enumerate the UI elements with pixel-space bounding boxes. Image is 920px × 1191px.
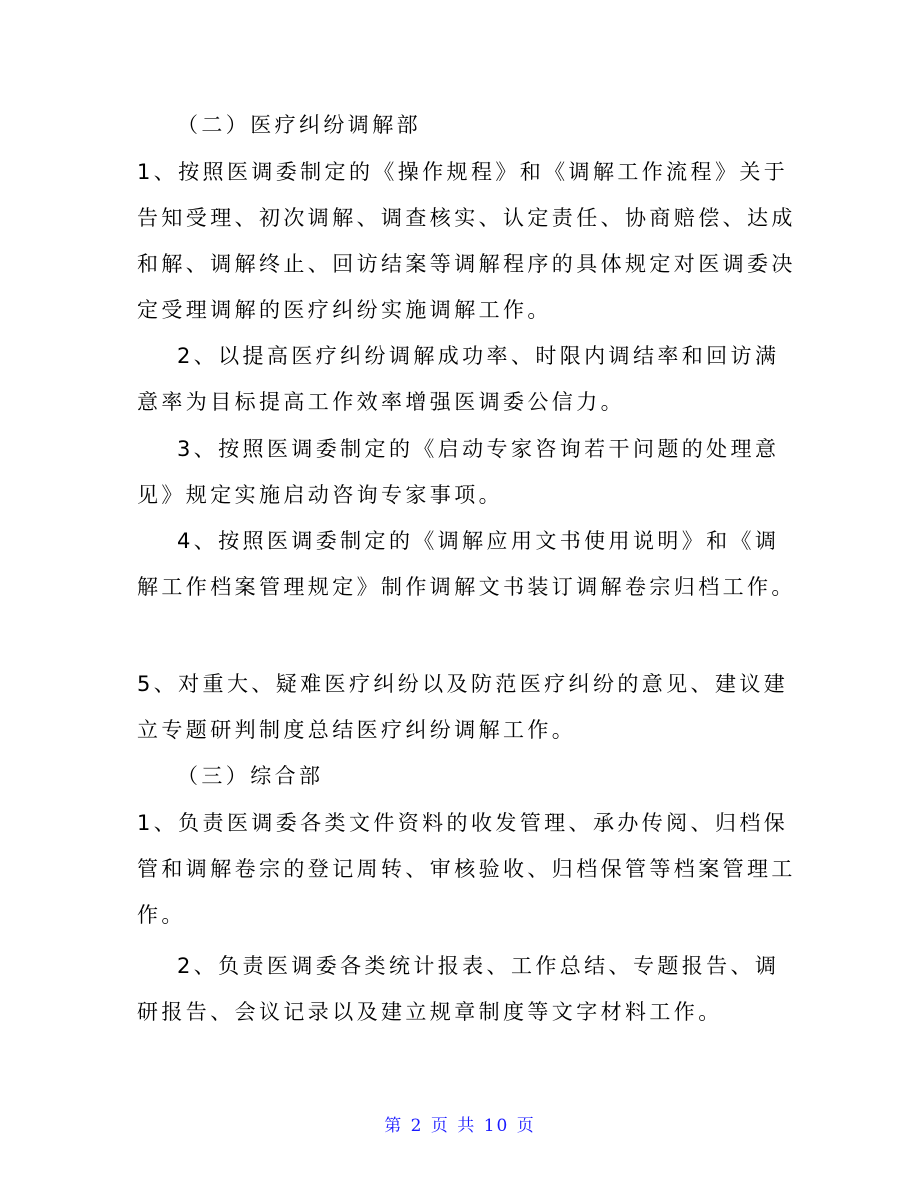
paragraph-line: 立专题研判制度总结医疗纠纷调解工作。 bbox=[137, 718, 577, 742]
section-heading-general: （三）综合部 bbox=[177, 764, 324, 788]
paragraph-line: 定受理调解的医疗纠纷实施调解工作。 bbox=[137, 298, 552, 322]
paragraph-line: 5、对重大、疑难医疗纠纷以及防范医疗纠纷的意见、建议建 bbox=[137, 672, 789, 696]
paragraph-line: 意率为目标提高工作效率增强医调委公信力。 bbox=[137, 390, 625, 414]
paragraph-line: 作。 bbox=[137, 903, 186, 927]
paragraph-line: 见》规定实施启动咨询专家事项。 bbox=[137, 483, 503, 507]
paragraph-line: 解工作档案管理规定》制作调解文书装订调解卷宗归档工作。 bbox=[137, 575, 796, 599]
paragraph-line: 3、按照医调委制定的《启动专家咨询若干问题的处理意 bbox=[177, 437, 780, 461]
paragraph-line: 告知受理、初次调解、调查核实、认定责任、协商赔偿、达成 bbox=[137, 206, 796, 230]
paragraph-line: 1、负责医调委各类文件资料的收发管理、承办传阅、归档保 bbox=[137, 811, 789, 835]
paragraph-line: 和解、调解终止、回访结案等调解程序的具体规定对医调委决 bbox=[137, 252, 796, 276]
paragraph-line: 1、按照医调委制定的《操作规程》和《调解工作流程》关于 bbox=[137, 160, 789, 184]
paragraph-line: 4、按照医调委制定的《调解应用文书使用说明》和《调 bbox=[177, 529, 780, 553]
page-footer: 第 2 页 共 10 页 bbox=[384, 1116, 536, 1136]
paragraph-line: 研报告、会议记录以及建立规章制度等文字材料工作。 bbox=[137, 1000, 723, 1024]
paragraph-line: 管和调解卷宗的登记周转、审核验收、归档保管等档案管理工 bbox=[137, 857, 796, 881]
paragraph-line: 2、负责医调委各类统计报表、工作总结、专题报告、调 bbox=[177, 954, 780, 978]
paragraph-line: 2、以提高医疗纠纷调解成功率、时限内调结率和回访满 bbox=[177, 344, 780, 368]
section-heading-mediation: （二）医疗纠纷调解部 bbox=[177, 113, 421, 137]
